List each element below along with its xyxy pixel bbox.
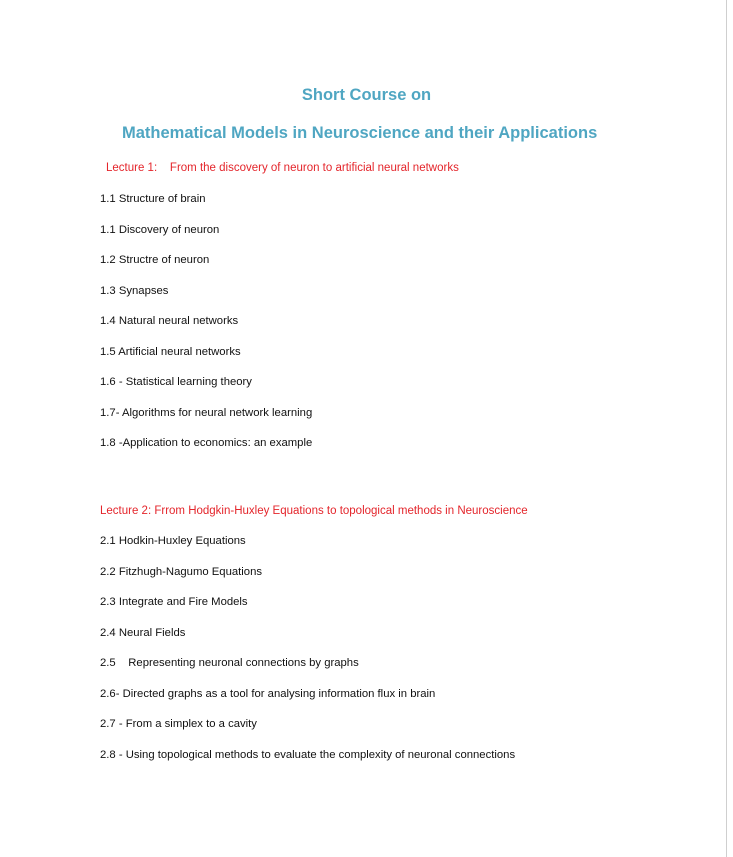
lecture-2-item-5: 2.5 Representing neuronal connections by graphs	[100, 657, 359, 669]
lecture-1-item-5: 1.4 Natural neural networks	[100, 315, 239, 327]
lecture-1-item-4: 1.3 Synapses	[100, 285, 169, 297]
page-edge-divider	[726, 0, 727, 857]
lecture-1-item-6: 1.5 Artificial neural networks	[100, 346, 241, 358]
lecture-1-item-3: 1.2 Structre of neuron	[100, 254, 210, 266]
lecture-1-item-2: 1.1 Discovery of neuron	[100, 224, 220, 236]
lecture-1-item-8: 1.7- Algorithms for neural network learning	[100, 407, 313, 419]
lecture-2-item-6: 2.6- Directed graphs as a tool for analysing information flux in brain	[100, 688, 436, 700]
lecture-2-item-3: 2.3 Integrate and Fire Models	[100, 596, 248, 608]
lecture-2-item-2: 2.2 Fitzhugh-Nagumo Equations	[100, 566, 263, 578]
lecture-1-heading: Lecture 1: From the discovery of neuron to artificial neural networks	[106, 162, 459, 174]
lecture-2-item-8: 2.8 - Using topological methods to evaluate the complexity of neuronal connections	[100, 749, 516, 761]
lecture-2-heading: Lecture 2: Frrom Hodgkin-Huxley Equations to topological methods in Neuroscience	[100, 505, 528, 517]
lecture-1-item-7: 1.6 - Statistical learning theory	[100, 376, 252, 388]
document-subtitle: Mathematical Models in Neuroscience and their Applications	[122, 124, 598, 142]
document-title: Short Course on	[301, 86, 432, 104]
lecture-2-item-1: 2.1 Hodkin-Huxley Equations	[100, 535, 246, 547]
lecture-1-item-1: 1.1 Structure of brain	[100, 193, 206, 205]
lecture-2-item-7: 2.7 - From a simplex to a cavity	[100, 718, 257, 730]
lecture-1-item-9: 1.8 -Application to economics: an example	[100, 437, 313, 449]
lecture-2-item-4: 2.4 Neural Fields	[100, 627, 186, 639]
